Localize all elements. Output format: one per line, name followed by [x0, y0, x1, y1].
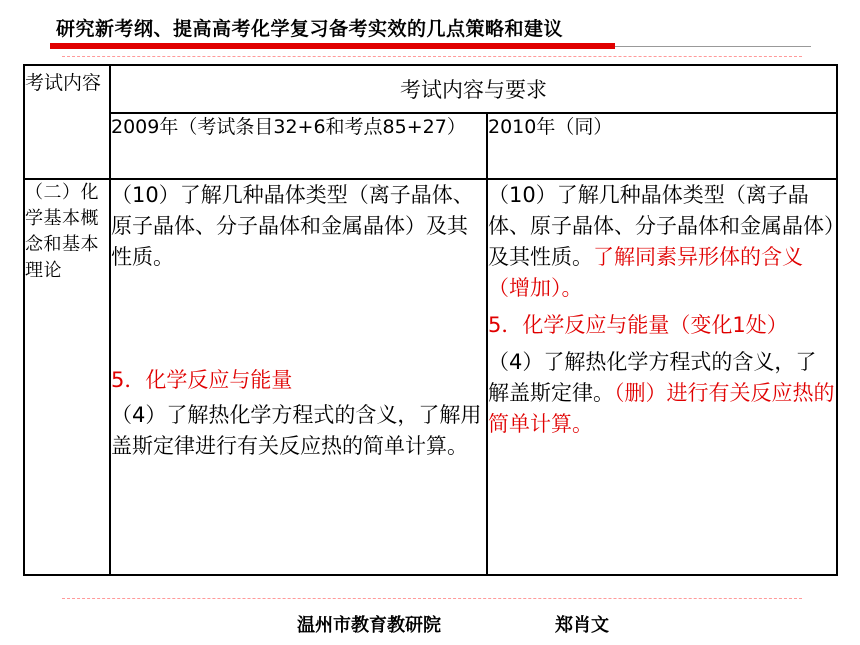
- item4-2010-deleted: （删）进行有关反应热的简单计算。: [488, 381, 835, 436]
- item10-2010: （10）了解几种晶体类型（离子晶体、原子晶体、分子晶体和金属晶体）及其性质。: [488, 183, 835, 269]
- footer-author: 郑肖文: [555, 615, 609, 636]
- header-2010-cell: [487, 113, 837, 179]
- section5-2010: 5．化学反应与能量（变化1处）: [488, 313, 788, 337]
- bottom-dashed-divider: [62, 598, 802, 599]
- section5-2009: 5．化学反应与能量: [111, 368, 293, 392]
- header-2009-cell: [110, 113, 487, 179]
- item10-2010-added: 了解同素异形体的含义（增加）。: [488, 245, 803, 300]
- item10-2010-paragraph: [488, 180, 836, 304]
- category-cell: [24, 179, 110, 575]
- item4-2010-paragraph: [488, 347, 836, 440]
- table-subheader-row: [24, 113, 837, 179]
- title-underline-red: [50, 43, 615, 49]
- item4-2009: （4）了解热化学方程式的含义，了解用盖斯定律进行有关反应热的简单计算。: [111, 403, 482, 458]
- spacer: [111, 273, 486, 365]
- footer-organization: 温州市教育教研院: [297, 615, 441, 636]
- header-2009: 2009年（考试条目32+6和考点85+27）: [111, 116, 466, 138]
- header-2010: 2010年（同）: [488, 116, 613, 138]
- main-header-cell: [110, 65, 837, 113]
- main-header: 考试内容与要求: [400, 78, 547, 102]
- slide-title: 研究新考纲、提高高考化学复习备考实效的几点策略和建议: [56, 18, 564, 40]
- corner-label: 考试内容: [25, 72, 102, 94]
- category-label: （二）化学基本概念和基本理论: [25, 182, 99, 281]
- top-dashed-divider: [62, 56, 802, 57]
- item4-2010: （4）了解热化学方程式的含义，了解盖斯定律。: [488, 350, 817, 405]
- table-header-row: [24, 65, 837, 113]
- content-2010-cell: [487, 179, 837, 575]
- exam-content-table: [23, 64, 838, 576]
- table-body-row: [24, 179, 837, 575]
- content-2009-cell: [110, 179, 487, 575]
- corner-label-cell: [24, 65, 110, 179]
- title-underline-gray: [615, 46, 811, 47]
- item10-2009: （10）了解几种晶体类型（离子晶体、原子晶体、分子晶体和金属晶体）及其性质。: [111, 183, 474, 269]
